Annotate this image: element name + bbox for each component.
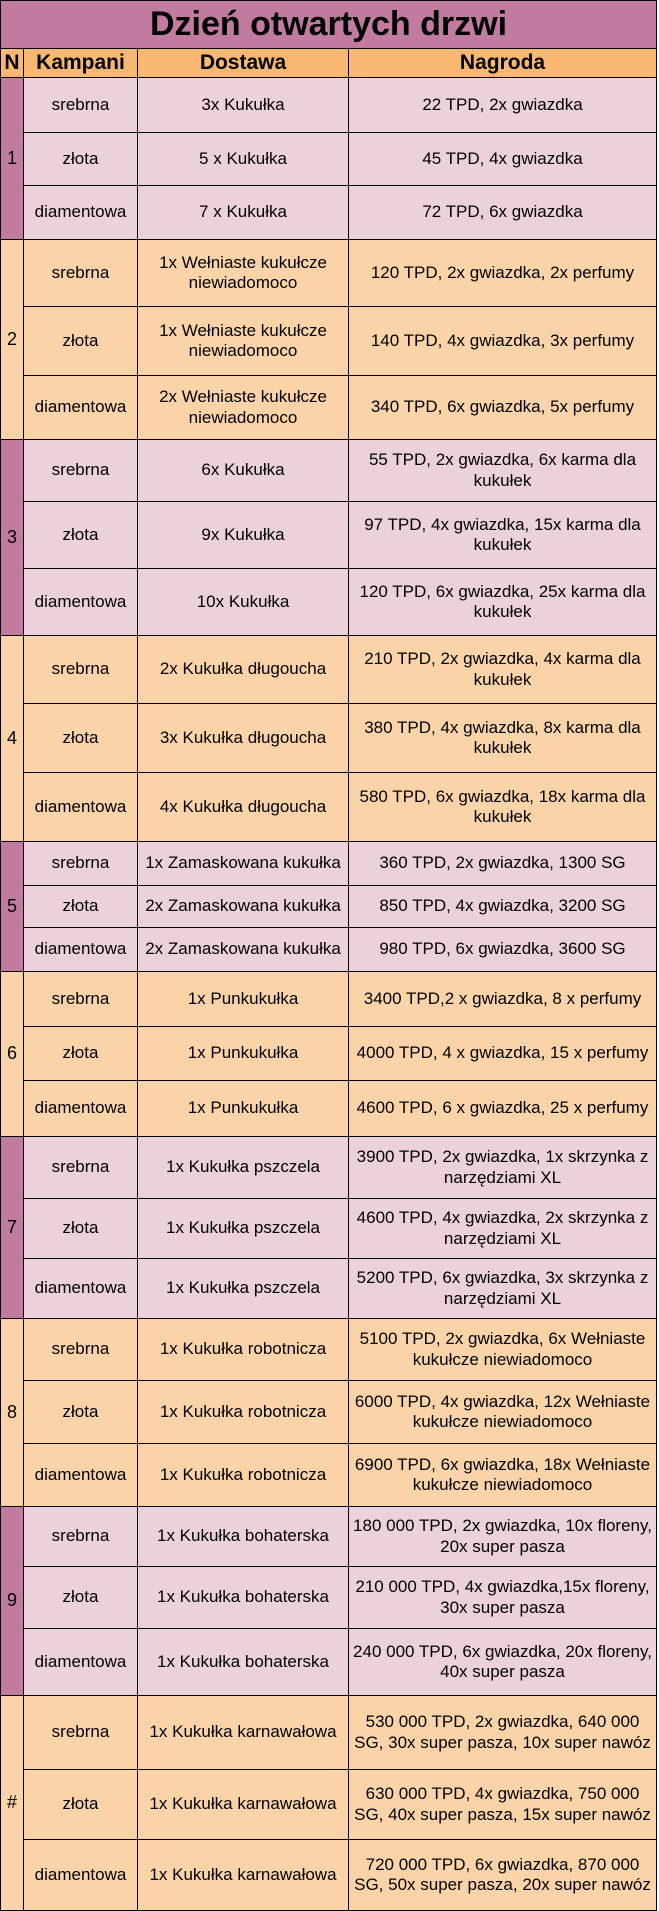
nagroda-cell: 980 TPD, 6x gwiazdka, 3600 SG	[349, 928, 657, 972]
nagroda-cell: 630 000 TPD, 4x gwiazdka, 750 000 SG, 40x super pasza, 15x super nawóz	[349, 1770, 657, 1840]
header-n: N	[0, 49, 24, 78]
nagroda-cell: 140 TPD, 4x gwiazdka, 3x perfumy	[349, 307, 657, 376]
dostawa-cell: 2x Kukułka długoucha	[138, 636, 349, 704]
kampania-cell: diamentowa	[24, 1081, 138, 1137]
nagroda-cell: 6000 TPD, 4x gwiazdka, 12x Wełniaste kukułcze niewiadomoco	[349, 1381, 657, 1444]
dostawa-cell: 1x Kukułka karnawałowa	[138, 1840, 349, 1911]
kampania-cell: srebrna	[24, 972, 138, 1027]
dostawa-cell: 1x Kukułka robotnicza	[138, 1319, 349, 1381]
nagroda-cell: 3400 TPD,2 x gwiazdka, 8 x perfumy	[349, 972, 657, 1027]
kampania-cell: diamentowa	[24, 1840, 138, 1911]
dostawa-cell: 2x Wełniaste kukułcze niewiadomoco	[138, 376, 349, 440]
dostawa-cell: 3x Kukułka długoucha	[138, 704, 349, 773]
kampania-cell: srebrna	[24, 440, 138, 502]
dostawa-cell: 2x Zamaskowana kukułka	[138, 928, 349, 972]
kampania-cell: diamentowa	[24, 569, 138, 636]
kampania-cell: złota	[24, 1567, 138, 1629]
group-number: 1	[0, 78, 24, 240]
group-number: 5	[0, 842, 24, 972]
nagroda-cell: 240 000 TPD, 6x gwiazdka, 20x floreny, 40x super pasza	[349, 1629, 657, 1696]
dostawa-cell: 1x Kukułka robotnicza	[138, 1444, 349, 1507]
group-number: 7	[0, 1137, 24, 1319]
kampania-cell: srebrna	[24, 1696, 138, 1770]
header-kampania: Kampani	[24, 49, 138, 78]
kampania-cell: diamentowa	[24, 928, 138, 972]
kampania-cell: srebrna	[24, 842, 138, 886]
nagroda-cell: 5200 TPD, 6x gwiazdka, 3x skrzynka z narzędziami XL	[349, 1259, 657, 1319]
nagroda-cell: 45 TPD, 4x gwiazdka	[349, 133, 657, 186]
kampania-cell: złota	[24, 1770, 138, 1840]
kampania-cell: złota	[24, 704, 138, 773]
nagroda-cell: 530 000 TPD, 2x gwiazdka, 640 000 SG, 30x super pasza, 10x super nawóz	[349, 1696, 657, 1770]
dostawa-cell: 1x Kukułka pszczela	[138, 1259, 349, 1319]
dostawa-cell: 1x Zamaskowana kukułka	[138, 842, 349, 886]
kampania-cell: złota	[24, 1199, 138, 1259]
dostawa-cell: 1x Kukułka bohaterska	[138, 1567, 349, 1629]
kampania-cell: diamentowa	[24, 376, 138, 440]
kampania-cell: złota	[24, 307, 138, 376]
nagroda-cell: 580 TPD, 6x gwiazdka, 18x karma dla kukułek	[349, 773, 657, 842]
dostawa-cell: 1x Kukułka pszczela	[138, 1199, 349, 1259]
group-number: #	[0, 1696, 24, 1911]
group-number: 6	[0, 972, 24, 1137]
kampania-cell: złota	[24, 886, 138, 928]
kampania-cell: złota	[24, 1381, 138, 1444]
kampania-cell: złota	[24, 502, 138, 569]
kampania-cell: diamentowa	[24, 186, 138, 240]
kampania-cell: srebrna	[24, 1319, 138, 1381]
nagroda-cell: 850 TPD, 4x gwiazdka, 3200 SG	[349, 886, 657, 928]
nagroda-cell: 210 000 TPD, 4x gwiazdka,15x floreny, 30x super pasza	[349, 1567, 657, 1629]
nagroda-cell: 360 TPD, 2x gwiazdka, 1300 SG	[349, 842, 657, 886]
nagroda-cell: 720 000 TPD, 6x gwiazdka, 870 000 SG, 50x super pasza, 20x super nawóz	[349, 1840, 657, 1911]
kampania-cell: diamentowa	[24, 1444, 138, 1507]
kampania-cell: srebrna	[24, 636, 138, 704]
dostawa-cell: 1x Wełniaste kukułcze niewiadomoco	[138, 240, 349, 307]
dostawa-cell: 5 x Kukułka	[138, 133, 349, 186]
nagroda-cell: 5100 TPD, 2x gwiazdka, 6x Wełniaste kukułcze niewiadomoco	[349, 1319, 657, 1381]
nagroda-cell: 6900 TPD, 6x gwiazdka, 18x Wełniaste kukułcze niewiadomoco	[349, 1444, 657, 1507]
dostawa-cell: 1x Kukułka pszczela	[138, 1137, 349, 1199]
nagroda-cell: 22 TPD, 2x gwiazdka	[349, 78, 657, 133]
nagroda-cell: 340 TPD, 6x gwiazdka, 5x perfumy	[349, 376, 657, 440]
group-number: 2	[0, 240, 24, 440]
nagroda-cell: 4600 TPD, 4x gwiazdka, 2x skrzynka z narzędziami XL	[349, 1199, 657, 1259]
kampania-cell: złota	[24, 1027, 138, 1081]
nagroda-cell: 97 TPD, 4x gwiazdka, 15x karma dla kukułek	[349, 502, 657, 569]
group-number: 4	[0, 636, 24, 842]
nagroda-cell: 120 TPD, 6x gwiazdka, 25x karma dla kukułek	[349, 569, 657, 636]
nagroda-cell: 55 TPD, 2x gwiazdka, 6x karma dla kukułek	[349, 440, 657, 502]
dostawa-cell: 1x Kukułka karnawałowa	[138, 1770, 349, 1840]
nagroda-cell: 380 TPD, 4x gwiazdka, 8x karma dla kukułek	[349, 704, 657, 773]
dostawa-cell: 1x Punkukułka	[138, 1081, 349, 1137]
kampania-cell: srebrna	[24, 1507, 138, 1567]
kampania-cell: srebrna	[24, 240, 138, 307]
group-number: 8	[0, 1319, 24, 1507]
table-title: Dzień otwartych drzwi	[0, 0, 657, 49]
header-nagroda: Nagroda	[349, 49, 657, 78]
dostawa-cell: 9x Kukułka	[138, 502, 349, 569]
nagroda-cell: 4600 TPD, 6 x gwiazdka, 25 x perfumy	[349, 1081, 657, 1137]
kampania-cell: złota	[24, 133, 138, 186]
dostawa-cell: 1x Punkukułka	[138, 972, 349, 1027]
group-number: 9	[0, 1507, 24, 1696]
dostawa-cell: 1x Kukułka karnawałowa	[138, 1696, 349, 1770]
dostawa-cell: 1x Kukułka bohaterska	[138, 1507, 349, 1567]
dostawa-cell: 2x Zamaskowana kukułka	[138, 886, 349, 928]
nagroda-cell: 210 TPD, 2x gwiazdka, 4x karma dla kukułek	[349, 636, 657, 704]
dostawa-cell: 6x Kukułka	[138, 440, 349, 502]
dostawa-cell: 10x Kukułka	[138, 569, 349, 636]
dostawa-cell: 1x Wełniaste kukułcze niewiadomoco	[138, 307, 349, 376]
dostawa-cell: 3x Kukułka	[138, 78, 349, 133]
kampania-cell: diamentowa	[24, 1629, 138, 1696]
nagroda-cell: 120 TPD, 2x gwiazdka, 2x perfumy	[349, 240, 657, 307]
nagroda-cell: 180 000 TPD, 2x gwiazdka, 10x floreny, 20x super pasza	[349, 1507, 657, 1567]
nagroda-cell: 3900 TPD, 2x gwiazdka, 1x skrzynka z narzędziami XL	[349, 1137, 657, 1199]
kampania-cell: diamentowa	[24, 773, 138, 842]
header-dostawa: Dostawa	[138, 49, 349, 78]
group-number: 3	[0, 440, 24, 636]
dostawa-cell: 1x Kukułka bohaterska	[138, 1629, 349, 1696]
dostawa-cell: 1x Kukułka robotnicza	[138, 1381, 349, 1444]
dostawa-cell: 1x Punkukułka	[138, 1027, 349, 1081]
dostawa-cell: 7 x Kukułka	[138, 186, 349, 240]
nagroda-cell: 72 TPD, 6x gwiazdka	[349, 186, 657, 240]
dostawa-cell: 4x Kukułka długoucha	[138, 773, 349, 842]
nagroda-cell: 4000 TPD, 4 x gwiazdka, 15 x perfumy	[349, 1027, 657, 1081]
kampania-cell: srebrna	[24, 1137, 138, 1199]
kampania-cell: diamentowa	[24, 1259, 138, 1319]
kampania-cell: srebrna	[24, 78, 138, 133]
